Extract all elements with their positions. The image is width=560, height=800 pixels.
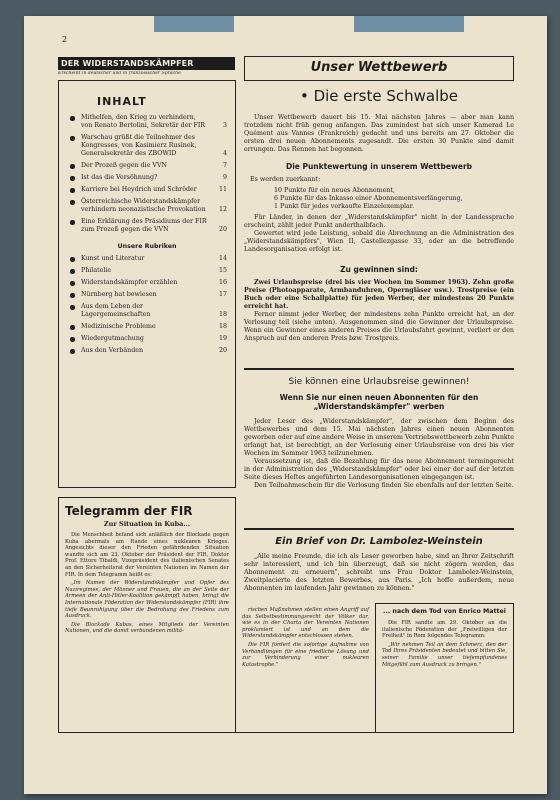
toc-item[interactable]: Österreichische Widerstandskämpfer verhindern neonazistische Provokation 12 bbox=[67, 198, 227, 214]
toc-item[interactable]: Mithelfen, den Krieg zu verhindern, von Renato Bertolini, Sekretär der FIR 3 bbox=[67, 114, 227, 130]
rubrik-item[interactable]: Kunst und Literatur 14 bbox=[67, 255, 227, 263]
brief-section bbox=[244, 536, 514, 593]
telegramm-subtitle: Zur Situation in Kuba... bbox=[103, 520, 191, 528]
toc-title: INHALT bbox=[97, 95, 147, 108]
toc-item[interactable]: Warschau grüßt die Teilnehmer des Kongresses, von Kasimierz Rusinek, Generalsekretär des ZBOWID 4 bbox=[67, 134, 227, 158]
toc-item[interactable]: Ist das die Versöhnung? 9 bbox=[67, 174, 227, 182]
masthead-subtitle: Erscheint in deutscher und in französischer Sprache bbox=[58, 71, 181, 76]
toc-item[interactable]: Eine Erklärung des Präsidiums der FIR zum Prozeß gegen die VVN 20 bbox=[67, 218, 227, 234]
punkt-list-item: 6 Punkte für das Inkasso einer Abonnementsverlängerung, bbox=[274, 195, 463, 202]
toc-page: 19 bbox=[218, 335, 227, 342]
urlaub-title: Sie können eine Urlaubsreise gewinnen! bbox=[288, 377, 470, 387]
punkt-list-item: 1 Punkt für jedes verkaufte Einzelexemplar. bbox=[274, 203, 415, 210]
toc-page: 20 bbox=[218, 347, 227, 354]
toc-page: 16 bbox=[218, 279, 227, 286]
telegramm-quote: Die Blockade Kubas, eines Mitglieds der Vereinten Nationen, und die damit verbundenen militä- bbox=[65, 621, 229, 635]
tod-quote: „Wir nehmen Teil an dem Schmerz, den der Tod Ihres Präsidenten bedeutet und bitten Sie, seiner Familie unser tiefempfundenes Mitgefühl zum Ausdruck zu bringen." bbox=[382, 641, 507, 668]
wettbewerb-body bbox=[244, 114, 514, 343]
rubriken-title: Unsere Rubriken bbox=[117, 243, 177, 250]
rubrik-item[interactable]: Aus dem Leben der Lagergemeinschaften 18 bbox=[67, 303, 227, 319]
brief-title: Ein Brief von Dr. Lambolez-Weinstein bbox=[275, 536, 483, 547]
punkt-intro: Es werden zuerkannt: bbox=[250, 176, 321, 183]
toc-rubriken bbox=[67, 255, 227, 355]
urlaub-paragraph: Jeder Leser des „Widerstandskämpfer", der zwischen dem Beginn des Wettbewerbes und dem 15. Mai nächsten Jahres einen neuen Abonnenten geworben oder auf eine andere Weise in unserem Vertriebswettbewerb zehn Punkte erlangt hat, ist berechtigt, an der Verlosung einer Urlaubsreise von drei bis vier Wochen im Sommer 1963 teilzunehmen. bbox=[244, 418, 514, 457]
toc-articles bbox=[67, 114, 227, 234]
table-of-contents bbox=[58, 80, 236, 488]
toc-page: 11 bbox=[218, 186, 227, 193]
telegramm-continuation bbox=[236, 603, 376, 733]
section-divider bbox=[244, 368, 514, 370]
toc-page: 20 bbox=[218, 226, 227, 233]
telegramm-quote: Die FIR fordert die sofortige Aufnahme von Verhandlungen für eine friedliche Lösung und zur Verhinderung einer nuklearen Katastrophe." bbox=[242, 641, 369, 668]
urlaub-paragraph: Voraussetzung ist, daß die Bezahlung für das neue Abonnement termingerecht in der Administration des „Widerstandskämpfer" oder bei einer der auf der letzten Seite dieses Heftes angeführten Landesorganisationen eingegangen ist. bbox=[244, 458, 514, 481]
toc-item[interactable]: Karriere bei Heydrich und Schröder 11 bbox=[67, 186, 227, 194]
telegramm-paragraph: Die Menschheit befand sich anläßlich der Blockade gegen Kuba abermals am Rande eines nuklearen Krieges. Angesichts dieser den Frieden gefährdenden Situation wandte sich am 23. Oktober der Präsident der FIR, Doktor Prof. Ettore Tibaldi, Vizepräsident des italienischen Senates an den Sicherheitsrat der Vereinten Nationen im Namen der FIR. In dem Telegramm heißt es: bbox=[65, 532, 229, 578]
rubrik-item[interactable]: Widerstandskämpfer erzählen 16 bbox=[67, 279, 227, 287]
tod-paragraph: Die FIR sandte am 29. Oktober an die italienische Föderation der „Freiwilligen der Freiheit" in Rom folgendes Telegramm: bbox=[382, 620, 507, 640]
toc-page: 7 bbox=[222, 162, 227, 169]
toc-page: 9 bbox=[222, 174, 227, 181]
toc-item[interactable]: Der Prozeß gegen die VVN 7 bbox=[67, 162, 227, 170]
paper-tab-decoration bbox=[154, 16, 234, 32]
telegramm-box bbox=[58, 497, 236, 733]
urlaub-paragraph: Den Teilnahmeschein für die Verlosung finden Sie ebenfalls auf der letzten Seite. bbox=[254, 482, 514, 489]
toc-page: 4 bbox=[222, 150, 227, 157]
punkt-paragraph: Gewertet wird jede Leistung, sobald die Abrechnung an die Administration des „Widerstandskämpfers", Wien II, Castellezgasse 33, oder an die betreffende Landesorganisation erfolgt ist. bbox=[244, 230, 514, 253]
wettbewerb-title: Unser Wettbewerb bbox=[244, 56, 514, 81]
masthead-title: DER WIDERSTANDSKÄMPFER bbox=[58, 57, 235, 70]
toc-page: 18 bbox=[218, 323, 227, 330]
gewinn-title: Zu gewinnen sind: bbox=[340, 265, 418, 274]
telegramm-quote: „Im Namen der Widerstandskämpfer und Opfer des Naziregimes, der Männer und Frauen, die an der Seite der Armeen der Anti-Hitler-Koalition gekämpft haben, bringt die Internationale Föderation der Widerstandskämpfer (FIR) ihre tiefe Beunruhigung über die Bedrohung des Friedens zum Ausdruck. bbox=[65, 580, 229, 620]
tod-title: ... nach dem Tod von Enrico Mattei bbox=[383, 608, 506, 615]
page-number: 2 bbox=[62, 35, 68, 44]
punkt-title: Die Punktewertung in unserem Wettbewerb bbox=[285, 162, 473, 171]
urlaub-section bbox=[244, 377, 514, 490]
punkt-list-item: 10 Punkte für ein neues Abonnement, bbox=[274, 187, 395, 194]
rubrik-item[interactable]: Medizinische Probleme 18 bbox=[67, 323, 227, 331]
punkt-paragraph: Für Länder, in denen der „Widerstandskämpfer" nicht in der Landessprache erscheint, zählt jeder Punkt anderthalbfach. bbox=[244, 214, 514, 229]
toc-page: 15 bbox=[218, 267, 227, 274]
rubrik-item[interactable]: Aus den Verbänden 20 bbox=[67, 347, 227, 355]
wettbewerb-intro: Unser Wettbewerb dauert bis 15. Mai nächsten Jahres — aber man kann trotzdem nicht früh genug anfangen. Das zumindest hat sich unser Kamerad Le Quément aus Vannes (Frankreich) gedacht und uns bereits am 27. Oktober die ersten drei neuen Abonnements zugesandt. Die ersten 30 Punkte sind damit errungen. Das Rennen hat begonnen. bbox=[244, 114, 514, 153]
paper-tab-decoration bbox=[354, 16, 464, 32]
telegramm-title: Telegramm der FIR bbox=[65, 504, 193, 518]
toc-page: 14 bbox=[218, 255, 227, 262]
tod-box bbox=[376, 603, 514, 733]
masthead bbox=[58, 57, 235, 76]
gewinn-prizes: Zwei Urlaubspreise (drei bis vier Wochen im Sommer 1963). Zehn große Preise (Photoapparate, Armbanduhren, Operngläser usw.). Trostpreise (ein Buch oder eine Schallplatte) für jeden Werber, der mindestens 20 Punkte erreicht hat. bbox=[244, 279, 514, 310]
section-divider bbox=[244, 528, 514, 530]
urlaub-subhead: Wenn Sie nur einen neuen Abonnenten für den „Widerstandskämpfer" werben bbox=[279, 393, 479, 411]
gewinn-paragraph: Ferner nimmt jeder Werber, der mindestens zehn Punkte erreicht hat, an der Verlosung teil (siehe unten). Ausgenommen sind die Gewinner der Urlaubspreise. Wenn ein Gewinner eines anderen Preises die Urlaubsfahrt gewinnt, verliert er den Anspruch auf den anderen Preis bzw. Trostpreis. bbox=[244, 311, 514, 342]
rubrik-item[interactable]: Nürnberg hat bewiesen 17 bbox=[67, 291, 227, 299]
toc-page: 18 bbox=[218, 311, 227, 318]
punkt-list bbox=[274, 187, 514, 211]
rubrik-item[interactable]: Philatelie 15 bbox=[67, 267, 227, 275]
toc-page: 3 bbox=[222, 122, 227, 129]
wettbewerb-subtitle: • Die erste Schwalbe bbox=[299, 87, 459, 105]
toc-page: 12 bbox=[218, 206, 227, 213]
telegramm-quote: rischen Maßnahmen stellen einen Angriff auf das Selbstbestimmungsrecht der Völker dar, wie es in der Charta der Vereinten Nationen proklamiert ist und an dem die Widerstandskämpfer entschlossen stehen. bbox=[242, 607, 369, 640]
brief-paragraph: „Alle meine Freunde, die ich als Leser geworben habe, sind an Ihrer Zeitschrift sehr interessiert, und ich bin überzeugt, daß sie nicht zögern werden, das Abonnement zu erneuern", schreibt uns Frau Doktor Lambolez-Weinstein, Zweitplacierte des letzten Bewerbes, aus Paris. „Ich hoffe außerdem, neue Abonnenten im laufenden Jahr gewinnen zu können." bbox=[244, 553, 514, 592]
rubrik-item[interactable]: Wiedergutmachung 19 bbox=[67, 335, 227, 343]
toc-page: 17 bbox=[218, 291, 227, 298]
